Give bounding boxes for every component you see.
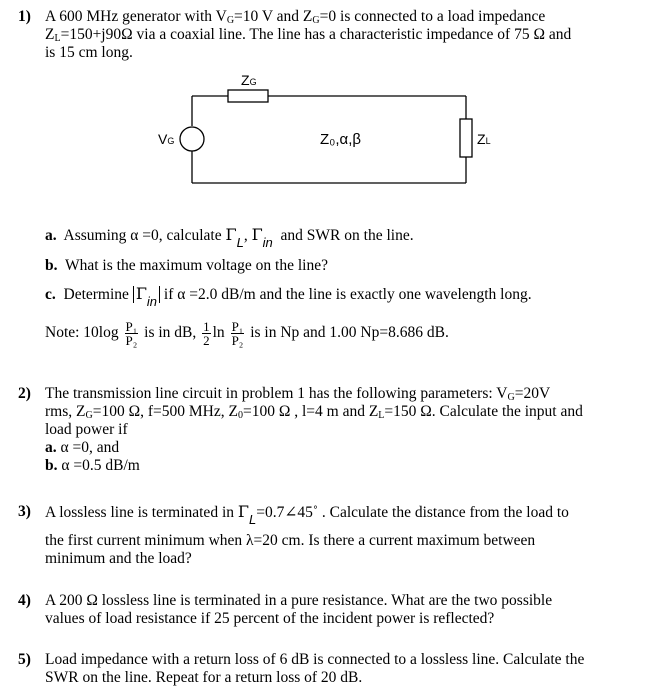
fraction-p1-p2: $\frac{\text{P₁}}{\text{P₂}}$ (125, 318, 138, 348)
problem-2-part-b: b. α =0.5 dB/m (45, 457, 140, 474)
abs-gamma-in: $\Gamma_{in}$ (133, 286, 160, 303)
problem-1-part-b: b. What is the maximum voltage on the line? (45, 257, 328, 274)
problem-2-part-a: a. α =0, and (45, 439, 120, 456)
problem-5-line-2: SWR on the line. Repeat for a return loss of 20 dB. (45, 669, 363, 686)
problem-5-line-1: Load impedance with a return loss of 6 dB is connected to a lossless line. Calculate the (45, 651, 585, 668)
gamma-symbol: Γ (237, 502, 249, 521)
line-params-label: Z₀,α,β (320, 131, 362, 148)
zg-resistor (228, 90, 268, 102)
gamma-symbol: Γ (251, 225, 263, 244)
gamma-symbol: Γ (225, 225, 237, 244)
problem-1-line-1: A 600 MHz generator with $V_G=10$ V and $Z_G=0$ is connected to a load impedance (45, 8, 546, 26)
problem-4-number: 4) (18, 592, 31, 609)
vg-source-icon (180, 127, 204, 151)
problem-3-number: 3) (18, 503, 31, 520)
fraction-one-half: $\frac{1}{2}$ (203, 318, 210, 348)
problem-1-line-2: $Z_L=150+j90\Omega$ via a coaxial line. The line has a characteristic impedance of 75 Ω and (45, 26, 572, 44)
zl-resistor (460, 119, 472, 157)
problem-3-line-3: minimum and the load? (45, 550, 192, 567)
fraction-p1-p2: $\frac{\text{P₁}}{\text{P₂}}$ (231, 318, 244, 348)
note-line: Note: 10log $\frac{\text{P₁}}{\text{P₂}}$ is in dB, $\frac{1}{2}$ ln $\frac{\text{P₁}}{\text{P₂}}$ is in Np and 1.00 Np=8.686 dB. (45, 318, 449, 348)
problem-2-line-3: load power if (45, 421, 128, 438)
problem-2-line-1: The transmission line circuit in problem 1 has the following parameters: $V_G=20V$ (45, 385, 551, 403)
problem-1-part-a: a. Assuming α =0, calculate $\Gamma_L$, $\Gamma_{in}$ and SWR on the line. (45, 225, 414, 250)
problem-5-number: 5) (18, 651, 31, 668)
problem-3-line-2: the first current minimum when λ=20 cm. Is there a current maximum between (45, 532, 536, 549)
vg-label: VG (158, 131, 175, 147)
problem-4-line-2: values of load resistance if 25 percent of the incident power is reflected? (45, 610, 495, 627)
problem-1-line-3: is 15 cm long. (45, 44, 133, 61)
problem-2-number: 2) (18, 385, 31, 402)
zg-label: ZG (241, 72, 257, 88)
problem-4-line-1: A 200 Ω lossless line is terminated in a pure resistance. What are the two possible (45, 592, 553, 609)
problem-1-number: 1) (18, 8, 31, 25)
zl-label: ZL (477, 131, 491, 147)
problem-3-line-1: A lossless line is terminated in $\Gamma_L=0.7\angle 45˚$ . Calculate the distance from the load to (45, 502, 569, 527)
problem-2-line-2: rms, $Z_G=100$ Ω, f=500 MHz, $Z_0=100$ Ω , l=4 m and $Z_L=150$ Ω. Calculate the input and (45, 403, 583, 421)
problem-1-part-c: c. Determine $\Gamma_{in}$ if α =2.0 dB/m and the line is exactly one wavelength long. (45, 284, 532, 309)
